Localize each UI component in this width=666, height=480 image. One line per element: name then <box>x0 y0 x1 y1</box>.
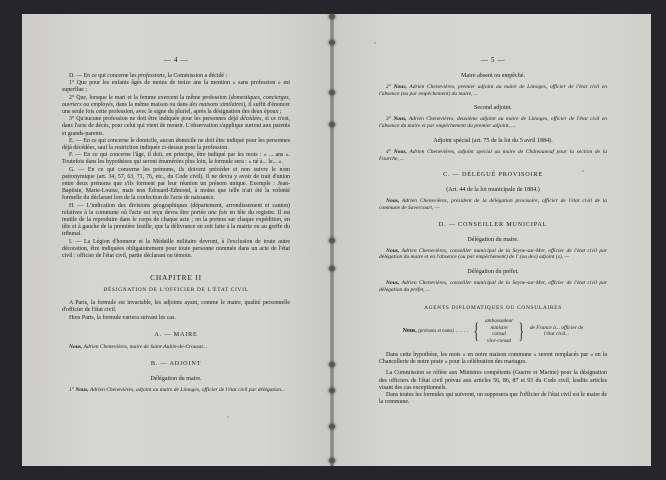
paragraph: H. — L'indication des divisions géographiques (département, arrondissement et canton) relatives à la commune où l'acte est reçu devra être portée une fois en tête du registre. Il est inutile de la reproduire dans le corps de chaque acte ; on la portera sur chaque expédition, en tête et à gauche de la première feuille, que la délivrance en soit faite à la mairie ou au greffe du tribunal. <box>62 202 290 238</box>
paragraph: 2° Que, lorsque le mari et la femme exercent la même profession (domestiques, concierges, ouvriers ou employés, dans la même maison ou dans des maisons similaires), il suffit d'énoncer une seule fois cette profession, avec le signe du pluriel, après la désignation des deux époux ; <box>62 94 290 116</box>
binding-stitch <box>329 266 335 271</box>
paragraph: 1° Que pour les enfants âgés de moins de treize ans la mention « sans profession » est superflue ; <box>62 80 290 94</box>
scan-speck <box>374 42 376 44</box>
binding-stitch <box>329 424 335 429</box>
section-note-article-44: (Art. 44 de la loi municipale de 1884.) <box>446 187 540 194</box>
binding-stitch <box>329 238 335 243</box>
paragraph: A Paris, la formule est invariable, les adjoints ayant, comme le maire, qualité personnelle d'officier de l'état civil. <box>62 300 290 314</box>
binding-stitch <box>329 122 335 127</box>
brace-open-icon: { <box>474 318 480 344</box>
brace-option: ministre <box>490 324 508 331</box>
formula-conseiller-delegation-prefet: Nous, Adrien Chenevières, conseiller municipal de la Seyne-sur-Mer, officier de l'état civil par délégation du préfet, ... <box>379 280 607 293</box>
paragraph: F. — En ce qui concerne l'âge, il doit, en principe, être indiqué par les mots : « ... ans ». Toutefois dans les hypothèses qui seront énumérées plus loin, la formule sera : « né à... le... ». <box>62 152 290 166</box>
formula-adjoint-special: 4° Nous, Adrien Chenevières, adjoint spécial au maire de Châteauneuf pour la section de la Fourche, ... <box>379 148 607 162</box>
formula-conseiller-delegation-maire: Nous, Adrien Chenevières, conseiller municipal de la Seyne-sur-Mer, officier de l'état civil par délégation du maire et en l'absence (ou par empêchement) de l' (ou des) adjoint (s), — <box>379 247 607 261</box>
binding-stitch <box>329 14 335 19</box>
brace-option: consul <box>492 331 507 338</box>
binding-stitch <box>329 40 335 45</box>
brace-options-list <box>485 318 513 344</box>
binding-stitch <box>329 458 335 463</box>
brace-lead-text: Nous, (prénoms et noms) . . . . . <box>402 328 469 335</box>
brace-formula-block <box>379 318 607 344</box>
run-head-maire-absent: Maire absent ou empêché. <box>461 73 525 79</box>
section-heading-conseiller-municipal: D. — CONSEILLER MUNICIPAL <box>438 220 548 228</box>
paragraph: G. — En ce qui concerne les prénoms, ils doivent précéder et non suivre le nom patronymique (art. 34, 57, 63, 71, 76, etc., du Code civil). Il ne devra y avoir de trait d'union entre deux prénoms que s'ils forment par leur réunion un prénom unique. Exemple : Jean-Baptiste, Marie-Louise, mais non Édouard-Edmond, à moins que telle n'ait été la volonté formelle du déclarant lors de la confection de l'acte de naissance. <box>62 166 290 202</box>
formula-maire: Nous, Adrien Chenevières, maire de Saint-Aubin-de-Crousat... <box>69 343 207 350</box>
binding-stitch <box>329 388 335 393</box>
brace-option: ambassadeur <box>484 318 514 325</box>
page-right <box>333 14 651 466</box>
run-head-adjoint-special: Adjoint spécial (art. 75 de la loi du 5 avril 1884). <box>433 137 553 144</box>
brace-tail-text: de France à... officier de l'état civil... <box>529 324 584 338</box>
run-head-delegation-maire-2: Délégation du maire. <box>467 236 519 243</box>
formula-delegue-provisoire: Nous, Adrien Chenevières, président de la délégation provisoire, officier de l'état civil de la commune de Savercourt, — <box>379 198 607 211</box>
section-heading-adjoint: B. — ADJOINT <box>150 359 202 367</box>
scan-speck <box>582 170 584 172</box>
section-heading-agents-diplomatiques: AGENTS DIPLOMATIQUES OU CONSULAIRES <box>424 305 562 312</box>
section-heading-maire: A. — MAIRE <box>154 330 198 338</box>
binding-stitch <box>329 90 335 95</box>
folio-left: — 4 — <box>163 56 189 64</box>
formula-premier-adjoint: 2° Nous, Adrien Chenevières, premier adjoint au maire de Limoges, officier de l'état civil en l'absence (ou par empêchement) du maire, ... <box>379 84 607 97</box>
run-head-delegation-maire: Délégation du maire. <box>150 375 202 382</box>
book-spread <box>22 14 651 466</box>
paragraph: E. — En ce qui concerne le domicile, aucun domicile ne doit être indiqué pour les personnes déjà décédées, sauf la restriction indiquée ci-dessus pour la profession. <box>62 137 290 152</box>
folio-right: — 5 — <box>480 56 506 64</box>
scan-speck <box>227 416 229 418</box>
brace-close-icon: } <box>518 318 525 344</box>
paragraph: I. — La Légion d'honneur et la Médaille militaire devront, à l'exclusion de toute autre décoration, être indiquées obligatoirement pour toute personne nommée dans un acte de l'état civil : officier de l'état civil, partie déclarant ou témoin. <box>62 238 290 260</box>
paragraph: Dans toutes les formules qui suivront, on supposera que l'officier de l'état civil est le maire de la commune. <box>379 392 607 406</box>
paragraph: D. — En ce qui concerne les professions, la Commission a décidé : <box>69 73 228 79</box>
chapter-subtitle: DÉSIGNATION DE L'OFFICIER DE L'ÉTAT CIVIL <box>103 287 249 294</box>
run-head-second-adjoint: Second adjoint. <box>474 105 512 112</box>
paragraph: Dans cette hypothèse, les mots « en notre maison commune » seront remplacés par « en la Chancellerie de notre poste » pour la célébration des mariages. <box>379 352 607 366</box>
run-head-delegation-prefet: Délégation du préfet. <box>467 269 519 276</box>
paragraph: La Commission se réfère aux Ministres compétents (Guerre et Marine) pour la désignation des officiers de l'état civil prévus aux articles 56, 86, 87 et 93 du Code civil, lesdits articles visant des cas exceptionnels. <box>379 370 607 391</box>
paragraph: Hors Paris, la formule variera suivant les cas. <box>69 314 176 321</box>
formula-adjoint: 1° Nous, Adrien Chenevières, adjoint au maire de Limoges, officier de l'état civil par délégation... <box>69 386 286 393</box>
page-left <box>22 14 331 466</box>
binding-stitch <box>329 362 335 367</box>
paragraph: 3° Qu'aucune profession ne doit être indiquée pour les personnes déjà décédées, si ce n'est, dans l'acte de décès, pour celui qui vient de mourir. L'observation s'applique surtout aux parents et grands-parents. <box>62 116 290 137</box>
brace-option: vice-consul <box>487 337 512 344</box>
formula-second-adjoint: 3° Nous, Adrien Chenevières, deuxième adjoint au maire de Limoges, officier de l'état civil en l'absence du maire et par empêchement du premier adjoint, ... <box>379 116 608 130</box>
section-heading-delegue-provisoire: C. — DÉLÉGUÉ PROVISOIRE <box>443 171 543 179</box>
chapter-heading: CHAPITRE II <box>150 273 202 283</box>
